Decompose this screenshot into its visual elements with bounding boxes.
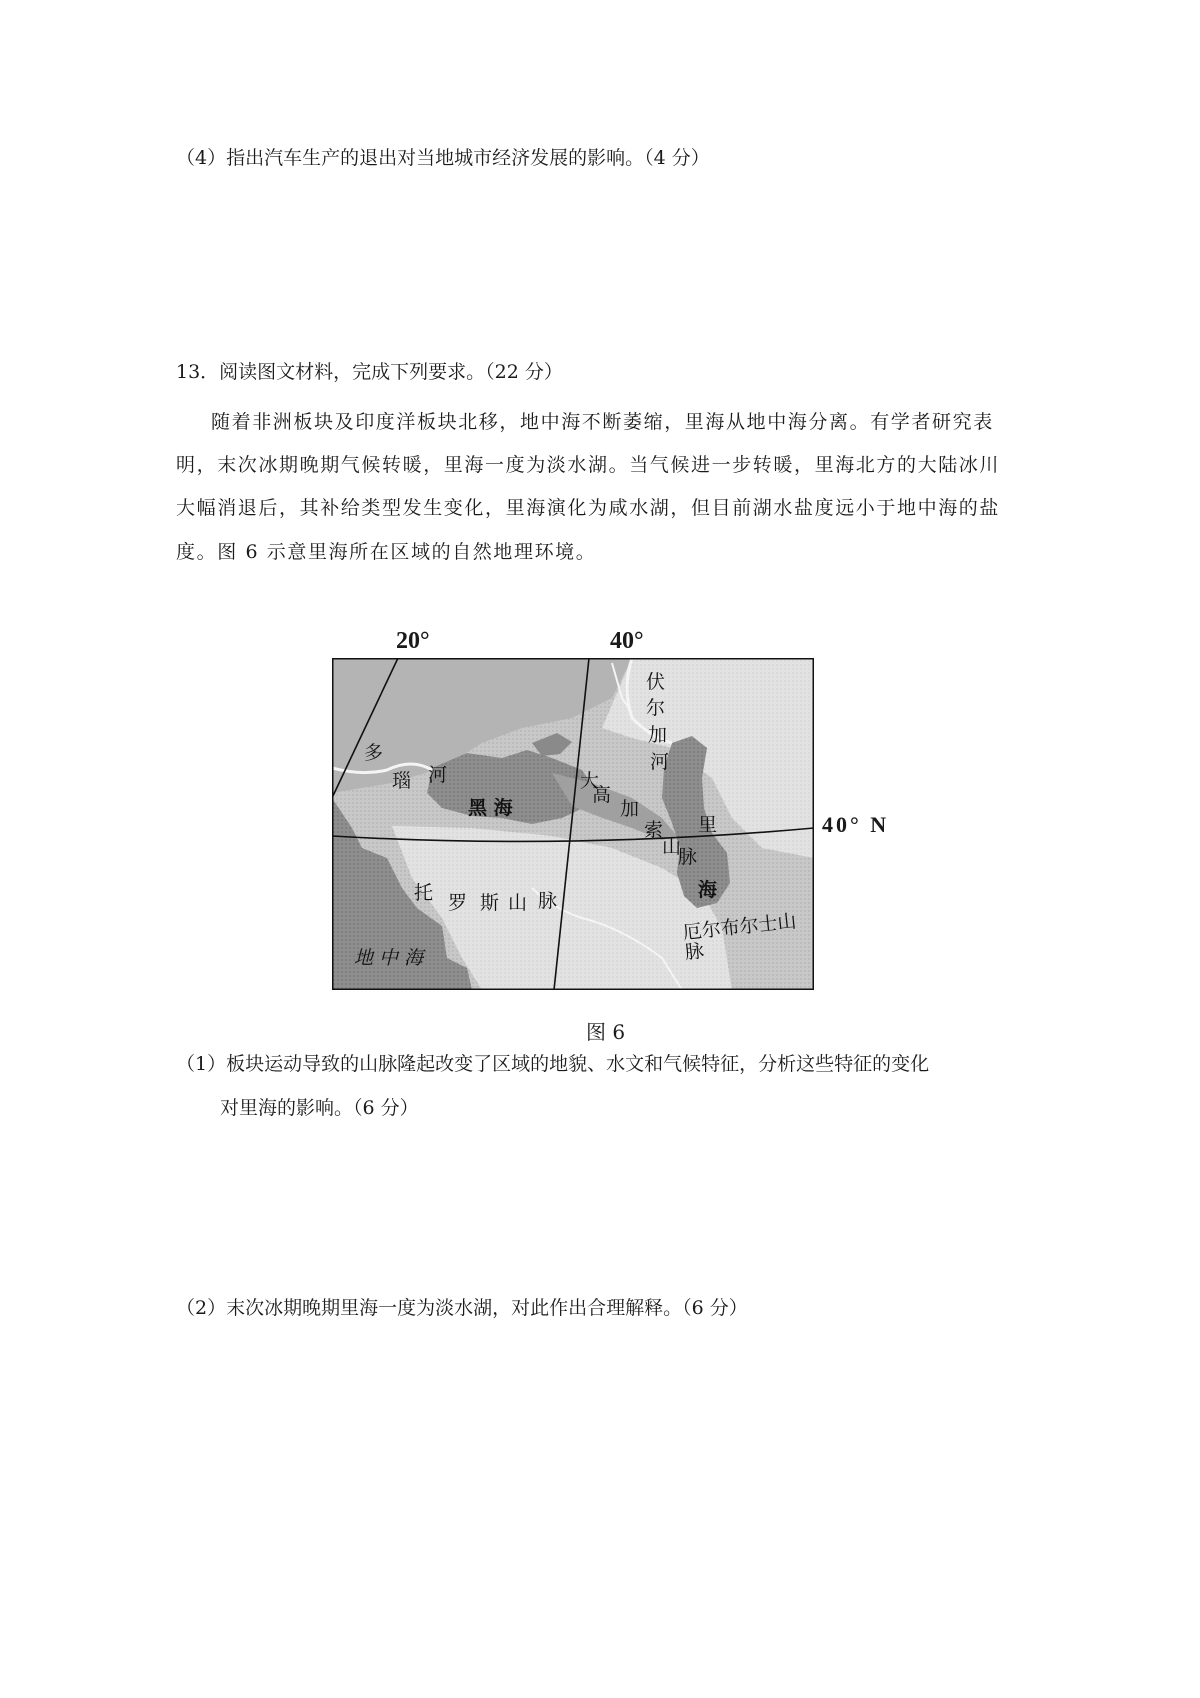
label-volga-4: 河 xyxy=(650,751,670,773)
question-13-title: 13．阅读图文材料，完成下列要求。（22 分） xyxy=(176,361,563,383)
figure-6-map xyxy=(332,658,814,990)
label-caspian-1: 里 xyxy=(698,814,718,836)
label-danube-1: 多 xyxy=(364,742,384,764)
material-line-1: 随着非洲板块及印度洋板块北移，地中海不断萎缩，里海从地中海分离。有学者研究表 xyxy=(211,411,994,433)
material-line-2: 明，末次冰期晚期气候转暖，里海一度为淡水湖。当气候进一步转暖，里海北方的大陆冰川 xyxy=(176,454,1001,476)
question-13-2: （2）末次冰期晚期里海一度为淡水湖，对此作出合理解释。（6 分） xyxy=(176,1297,748,1319)
label-volga-3: 加 xyxy=(648,724,668,746)
label-caucasus-6: 脉 xyxy=(678,846,698,868)
label-elburz: 厄尔布尔士山脉 xyxy=(681,910,798,964)
label-danube-3: 河 xyxy=(428,764,448,786)
label-taurus-3: 斯 xyxy=(480,892,500,914)
label-taurus-5: 脉 xyxy=(538,890,558,912)
label-caucasus-3: 加 xyxy=(620,798,640,820)
label-volga-2: 尔 xyxy=(646,697,666,719)
label-black-sea: 黑 海 xyxy=(468,797,513,819)
label-caspian-2: 海 xyxy=(698,879,718,901)
label-taurus-4: 山 xyxy=(508,892,528,914)
label-taurus-2: 罗 xyxy=(448,892,468,914)
latitude-40n-label: 40° N xyxy=(822,812,890,837)
material-line-4: 度。图 6 示意里海所在区域的自然地理环境。 xyxy=(176,541,597,563)
label-mediterranean: 地 中 海 xyxy=(354,947,424,969)
question-13-1-line-1: （1）板块运动导致的山脉隆起改变了区域的地貌、水文和气候特征，分析这些特征的变化 xyxy=(176,1053,930,1075)
longitude-20-label: 20° xyxy=(396,628,430,654)
label-caucasus-4: 索 xyxy=(644,819,664,841)
question-12-4: （4）指出汽车生产的退出对当地城市经济发展的影响。（4 分） xyxy=(176,147,710,169)
longitude-40-label: 40° xyxy=(610,628,644,654)
figure-caption: 图 6 xyxy=(586,1020,626,1044)
material-line-3: 大幅消退后，其补给类型发生变化，里海演化为咸水湖，但目前湖水盐度远小于地中海的盐 xyxy=(176,497,1001,519)
label-volga-1: 伏 xyxy=(646,671,666,693)
label-caucasus-1: 大 xyxy=(580,770,600,792)
label-danube-2: 瑙 xyxy=(392,770,412,792)
label-caucasus-5: 山 xyxy=(662,836,682,858)
question-13-1-line-2: 对里海的影响。（6 分） xyxy=(220,1097,419,1119)
label-caucasus-2: 高 xyxy=(592,784,612,806)
label-taurus-1: 托 xyxy=(414,882,434,904)
